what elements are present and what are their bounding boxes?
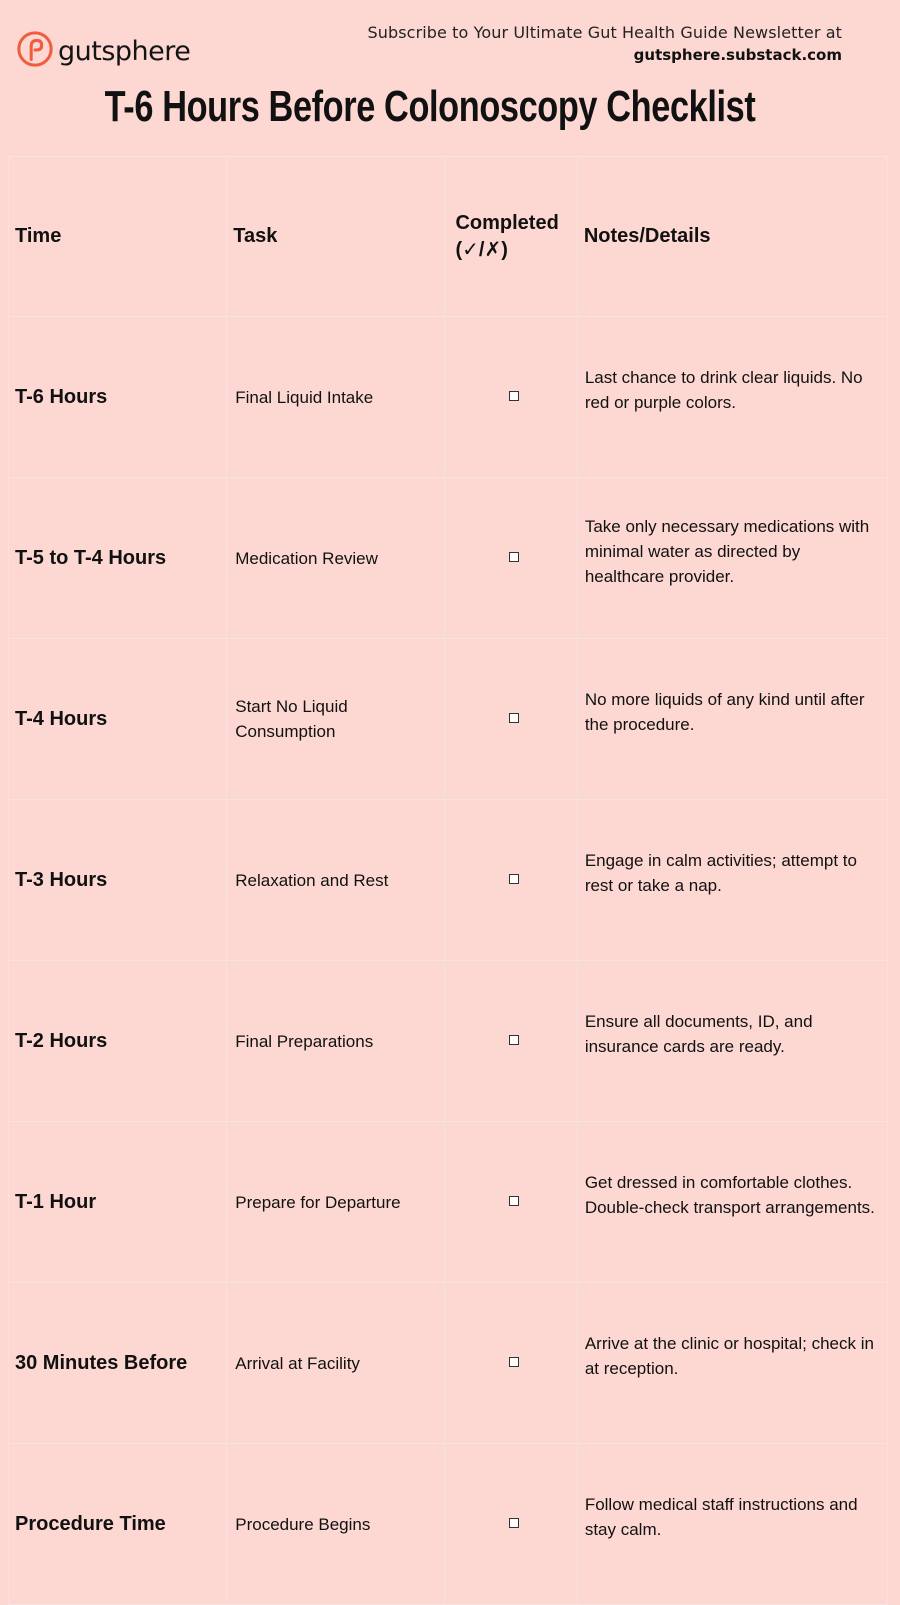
time-cell: T-2 Hours <box>9 961 227 1122</box>
completed-checkbox[interactable] <box>509 552 519 562</box>
completed-checkbox[interactable] <box>509 713 519 723</box>
page-title: T-6 Hours Before Colonoscopy Checklist <box>104 82 756 131</box>
completed-cell <box>445 639 577 800</box>
header-task: Task <box>227 157 445 317</box>
time-cell: T-6 Hours <box>9 317 227 478</box>
task-cell: Arrival at Facility <box>227 1283 445 1444</box>
header-completed-symbols: (✓/✗) <box>455 238 508 261</box>
completed-checkbox[interactable] <box>509 1518 519 1528</box>
header-completed <box>445 157 577 317</box>
task-cell: Final Liquid Intake <box>227 317 445 478</box>
completed-cell <box>445 961 577 1122</box>
time-cell: T-3 Hours <box>9 800 227 961</box>
table-row <box>9 800 888 961</box>
brand-logo[interactable] <box>16 30 190 73</box>
completed-cell <box>445 1122 577 1283</box>
checklist-table <box>8 156 888 1605</box>
notes-cell: Take only necessary medications with minimal water as directed by healthcare provider. <box>577 478 887 639</box>
task-cell: Final Preparations <box>227 961 445 1122</box>
notes-cell: Ensure all documents, ID, and insurance cards are ready. <box>577 961 887 1122</box>
notes-cell: Last chance to drink clear liquids. No red or purple colors. <box>577 317 887 478</box>
newsletter-link[interactable]: gutsphere.substack.com <box>633 46 842 64</box>
completed-cell <box>445 1444 577 1605</box>
task-cell: Prepare for Departure <box>227 1122 445 1283</box>
time-cell: T-5 to T-4 Hours <box>9 478 227 639</box>
page-header <box>0 0 900 155</box>
header-time: Time <box>9 157 227 317</box>
header-notes: Notes/Details <box>577 157 887 317</box>
notes-cell: Engage in calm activities; attempt to rest or take a nap. <box>577 800 887 961</box>
subscribe-text: Subscribe to Your Ultimate Gut Health Guide Newsletter at <box>367 23 842 42</box>
task-cell: Medication Review <box>227 478 445 639</box>
table-row <box>9 317 888 478</box>
time-cell: Procedure Time <box>9 1444 227 1605</box>
completed-cell <box>445 800 577 961</box>
table-row <box>9 478 888 639</box>
notes-cell: Follow medical staff instructions and stay calm. <box>577 1444 887 1605</box>
notes-cell: No more liquids of any kind until after the procedure. <box>577 639 887 800</box>
notes-cell: Get dressed in comfortable clothes. Double-check transport arrangements. <box>577 1122 887 1283</box>
time-cell: T-4 Hours <box>9 639 227 800</box>
completed-checkbox[interactable] <box>509 1196 519 1206</box>
completed-checkbox[interactable] <box>509 874 519 884</box>
header-completed-label: Completed <box>455 211 559 234</box>
table-row <box>9 1122 888 1283</box>
completed-cell <box>445 1283 577 1444</box>
table-row <box>9 961 888 1122</box>
table-header-row <box>9 157 888 317</box>
table-row <box>9 1444 888 1605</box>
completed-cell <box>445 478 577 639</box>
newsletter-callout <box>367 22 842 66</box>
completed-checkbox[interactable] <box>509 1357 519 1367</box>
completed-checkbox[interactable] <box>509 391 519 401</box>
time-cell: T-1 Hour <box>9 1122 227 1283</box>
table-row <box>9 1283 888 1444</box>
table-row <box>9 639 888 800</box>
brand-name: gutsphere <box>58 36 191 67</box>
gut-logo-icon <box>16 30 54 73</box>
time-cell: 30 Minutes Before <box>9 1283 227 1444</box>
completed-cell <box>445 317 577 478</box>
task-cell: Start No Liquid Consumption <box>227 639 445 800</box>
task-cell: Relaxation and Rest <box>227 800 445 961</box>
notes-cell: Arrive at the clinic or hospital; check in at reception. <box>577 1283 887 1444</box>
task-cell: Procedure Begins <box>227 1444 445 1605</box>
completed-checkbox[interactable] <box>509 1035 519 1045</box>
